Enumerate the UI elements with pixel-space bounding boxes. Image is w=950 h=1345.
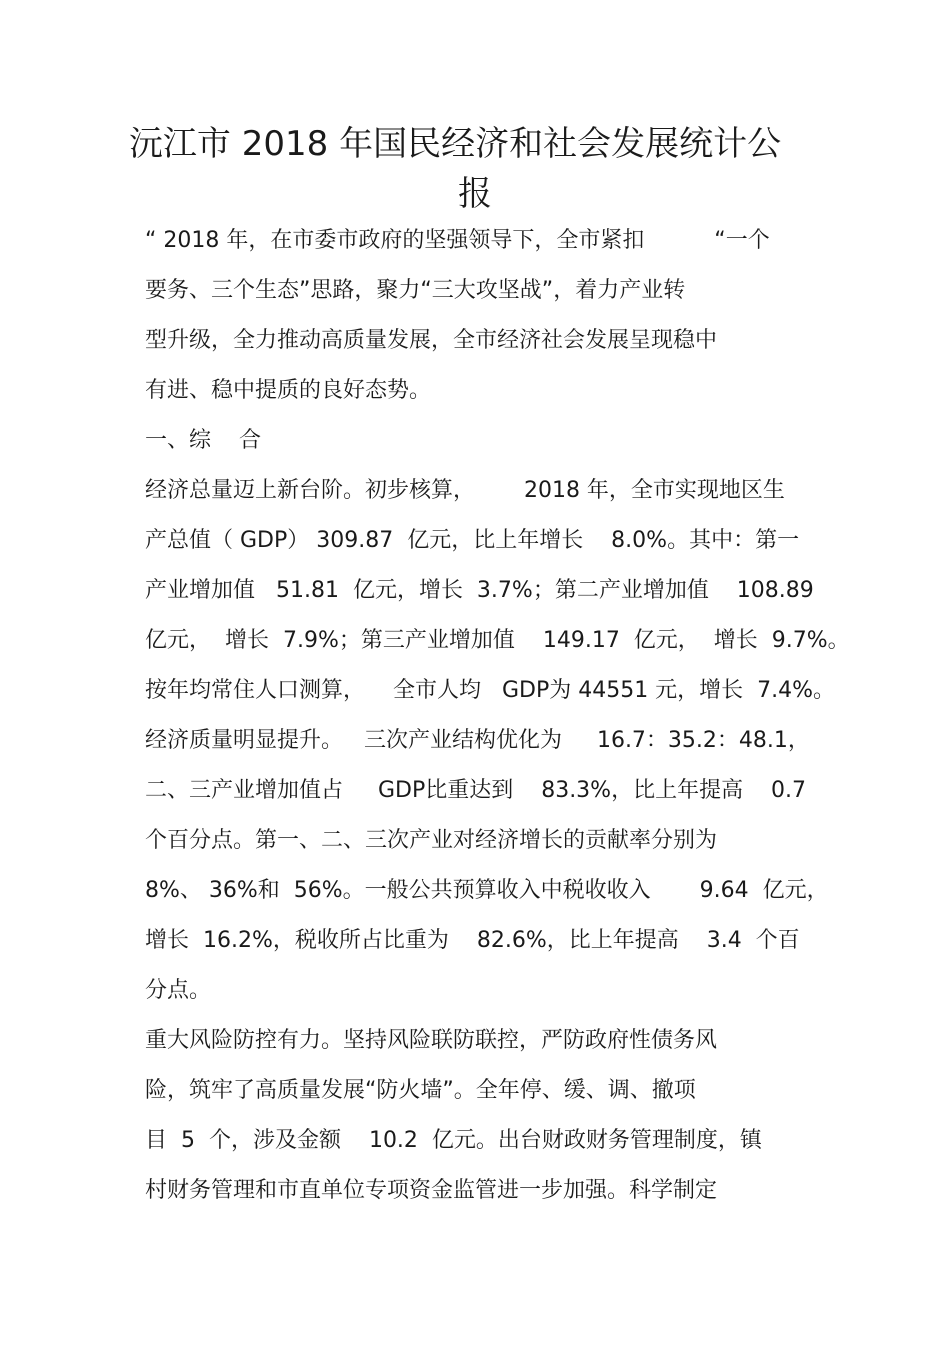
body-line: 产总值（ GDP） 309.87 亿元，比上年增长 8.0%。其中：第一: [145, 528, 800, 553]
body-line: 增长 16.2%，税收所占比重为 82.6%，比上年提高 3.4 个百: [145, 928, 800, 953]
body-line: 目 5 个，涉及金额 10.2 亿元。出台财政财务管理制度，镇: [145, 1128, 762, 1153]
body-line: 有进、稳中提质的良好态势。: [145, 378, 432, 403]
body-line: 产业增加值 51.81 亿元，增长 3.7%；第二产业增加值 108.89: [145, 578, 814, 603]
section-heading: 一、综 合: [145, 428, 261, 453]
body-line: 重大风险防控有力。坚持风险联防联控，严防政府性债务风: [145, 1028, 718, 1053]
body-line: 分点。: [145, 978, 212, 1003]
body-line: 险，筑牢了高质量发展“防火墙”。全年停、缓、调、撤项: [145, 1078, 696, 1103]
body-line: “ 2018 年，在市委市政府的坚强领导下，全市紧扣 “一个: [145, 228, 770, 253]
body-line: 8%、 36%和 56%。一般公共预算收入中税收收入 9.64 亿元，: [145, 878, 829, 903]
body-line: 村财务管理和市直单位专项资金监管进一步加强。科学制定: [145, 1178, 718, 1203]
document-title-line-2: 报: [458, 174, 492, 214]
body-line: 个百分点。第一、二、三次产业对经济增长的贡献率分别为: [145, 828, 718, 853]
body-line: 经济总量迈上新台阶。初步核算， 2018 年，全市实现地区生: [145, 478, 785, 503]
body-line: 二、三产业增加值占 GDP比重达到 83.3%，比上年提高 0.7: [145, 778, 807, 803]
document-title-line-1: 沅江市 2018 年国民经济和社会发展统计公: [128, 124, 782, 164]
body-line: 经济质量明显提升。 三次产业结构优化为 16.7：35.2：48.1，: [145, 728, 810, 753]
body-line: 型升级，全力推动高质量发展，全市经济社会发展呈现稳中: [145, 328, 718, 353]
body-line: 要务、三个生态”思路，聚力“三大攻坚战”，着力产业转: [145, 278, 686, 303]
body-line: 亿元， 增长 7.9%；第三产业增加值 149.17 亿元， 增长 9.7%。: [145, 628, 850, 653]
body-line: 按年均常住人口测算， 全市人均 GDP为 44551 元，增长 7.4%。: [145, 678, 836, 703]
